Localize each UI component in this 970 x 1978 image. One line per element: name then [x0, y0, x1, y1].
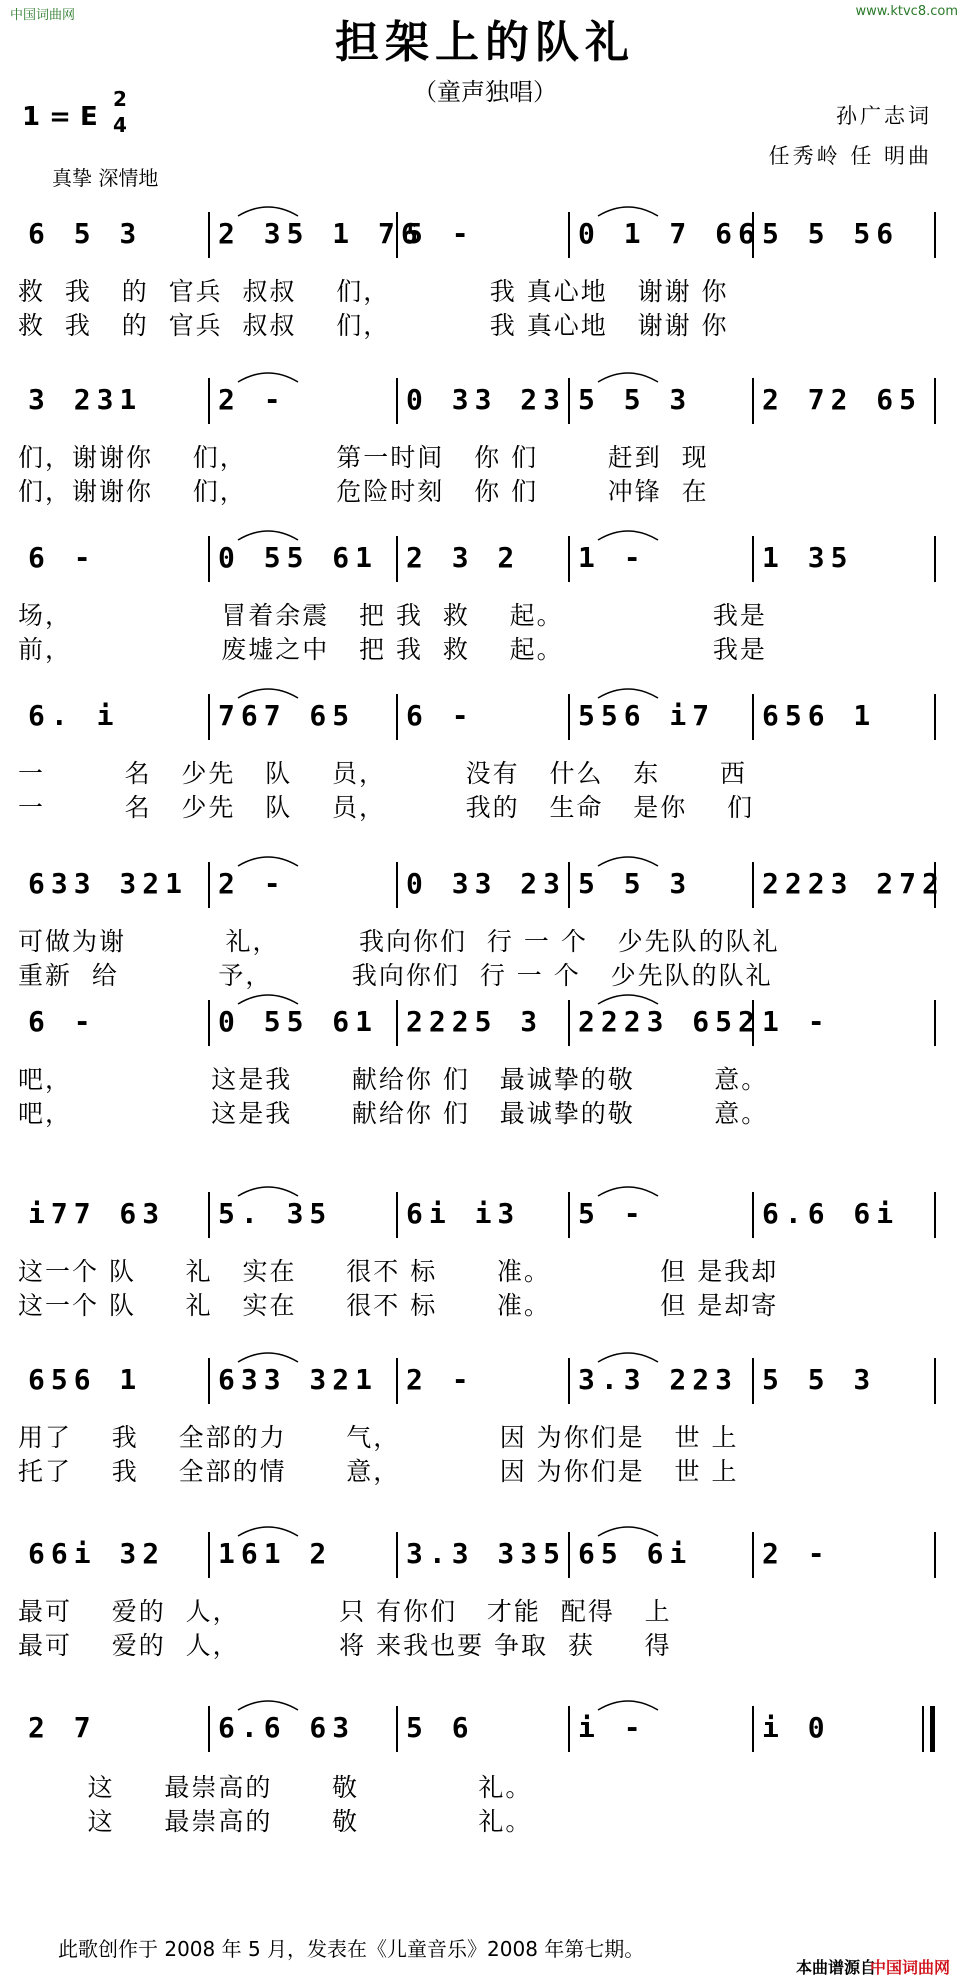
- measure-notes: 2223 272: [762, 867, 945, 900]
- slur-arc: [598, 373, 658, 382]
- measure-notes: 3.3 223: [578, 1363, 739, 1396]
- slur-arc: [238, 531, 298, 540]
- score-system: [18, 1192, 952, 1342]
- notation-row: [18, 694, 952, 754]
- lyrics-verse-2: 一 名 少先 队 员， 我的 生命 是你 们: [18, 793, 755, 822]
- measure-notes: 6.6 6i: [762, 1197, 900, 1230]
- lyrics-verse-2: 救 我 的 官兵 叔叔 们， 我 真心地 谢谢 你: [18, 311, 729, 340]
- slur-arc: [598, 1701, 658, 1710]
- measure-notes: 5 5 3: [578, 867, 693, 900]
- measure-notes: 556 i7: [578, 699, 716, 732]
- slur-arc: [598, 857, 658, 866]
- lyrics-verse-2: 重新 给 予， 我向你们 行 一 个 少先队的队礼: [18, 961, 773, 990]
- notation-row: [18, 536, 952, 596]
- measure-notes: 6 -: [28, 1005, 97, 1038]
- measure-notes: 633 321: [28, 867, 189, 900]
- notation-row: [18, 378, 952, 438]
- lyrics-verse-2: 吧， 这是我 献给你 们 最诚挚的敬 意。: [18, 1099, 769, 1128]
- measure-notes: 3 231: [28, 383, 143, 416]
- measure-notes: 6i i3: [406, 1197, 521, 1230]
- measure-notes: 0 33 23: [406, 867, 567, 900]
- footnote: 此歌创作于 2008 年 5 月，发表在《儿童音乐》2008 年第七期。: [58, 1937, 645, 1961]
- slur-arc: [598, 689, 658, 698]
- slur-layer: [18, 1706, 952, 1716]
- slur-layer: [18, 1358, 952, 1368]
- measure-notes: i -: [578, 1711, 647, 1744]
- notation-row: [18, 212, 952, 272]
- lyrics-verse-2: 前， 废墟之中 把 我 救 起。 我是: [18, 635, 767, 664]
- slur-arc: [238, 373, 298, 382]
- measure-notes: i 0: [762, 1711, 831, 1744]
- measure-notes: 5 6: [406, 1711, 475, 1744]
- score-system: [18, 1000, 952, 1150]
- measure-notes: 2 -: [762, 1537, 831, 1570]
- slur-arc: [238, 207, 298, 216]
- notation-row: [18, 862, 952, 922]
- slur-layer: [18, 378, 952, 388]
- measure-notes: 656 1: [28, 1363, 143, 1396]
- measure-notes: 6. i: [28, 699, 120, 732]
- measure-notes: 2 -: [218, 867, 287, 900]
- notation-row: [18, 1358, 952, 1418]
- measure-notes: 1 35: [762, 541, 854, 574]
- measure-notes: 6.6 63: [218, 1711, 356, 1744]
- tempo-marking: 真挚 深情地: [52, 166, 159, 190]
- slur-layer: [18, 1532, 952, 1542]
- lyrics-verse-1: 吧， 这是我 献给你 们 最诚挚的敬 意。: [18, 1065, 769, 1094]
- measure-notes: 2 -: [406, 1363, 475, 1396]
- lyrics-verse-1: 这一个 队 礼 实在 很不 标 准。 但 是我却: [18, 1257, 779, 1286]
- measure-notes: 3.3 335: [406, 1537, 567, 1570]
- slur-layer: [18, 212, 952, 222]
- lyrics-verse-1: 可做为谢 礼， 我向你们 行 一 个 少先队的队礼: [18, 927, 780, 956]
- measure-notes: 2 -: [218, 383, 287, 416]
- lyrics-verse-2: 们，谢谢你 们， 危险时刻 你 们 冲锋 在: [18, 477, 709, 506]
- composer-credit: 任秀岭 任 明曲: [768, 144, 932, 168]
- time-signature-bottom: 4: [113, 113, 127, 137]
- measure-notes: 2223 652: [578, 1005, 761, 1038]
- lyrics-verse-1: 场， 冒着余震 把 我 救 起。 我是: [18, 601, 767, 630]
- measure-notes: 1 -: [762, 1005, 831, 1038]
- measure-notes: i77 63: [28, 1197, 166, 1230]
- lyrics-verse-2: 托了 我 全部的情 意， 因 为你们是 世 上: [18, 1457, 739, 1486]
- score-system: [18, 212, 952, 362]
- measure-notes: 2 72 65: [762, 383, 923, 416]
- measure-notes: 656 1: [762, 699, 877, 732]
- measure-notes: 6 5 3: [28, 217, 143, 250]
- key-signature: 1 = E: [22, 102, 98, 132]
- lyrics-verse-1: 这 最崇高的 敬 礼。: [18, 1773, 533, 1802]
- measure-notes: 0 1 7 66: [578, 217, 761, 250]
- slur-arc: [598, 531, 658, 540]
- measure-notes: 5 -: [406, 217, 475, 250]
- lyricist-credit: 孙广志词: [836, 104, 932, 128]
- time-signature-top: 2: [113, 87, 127, 111]
- slur-layer: [18, 1192, 952, 1202]
- lyrics-verse-1: 们，谢谢你 们， 第一时间 你 们 赶到 现: [18, 443, 709, 472]
- slur-arc: [598, 1353, 658, 1362]
- slur-arc: [238, 857, 298, 866]
- slur-layer: [18, 694, 952, 704]
- measure-notes: 5 5 56: [762, 217, 900, 250]
- footer-source-label: 本曲谱源自: [796, 1958, 877, 1977]
- lyrics-verse-1: 一 名 少先 队 员， 没有 什么 东 西: [18, 759, 747, 788]
- measure-notes: 6 -: [406, 699, 475, 732]
- measure-notes: 6 -: [28, 541, 97, 574]
- slur-layer: [18, 1000, 952, 1010]
- score-system: [18, 536, 952, 686]
- lyrics-verse-1: 最可 爱的 人， 只 有你们 才能 配得 上: [18, 1597, 672, 1626]
- slur-layer: [18, 536, 952, 546]
- measure-notes: 0 55 61: [218, 541, 379, 574]
- measure-notes: 5 -: [578, 1197, 647, 1230]
- lyrics-verse-1: 救 我 的 官兵 叔叔 们， 我 真心地 谢谢 你: [18, 277, 729, 306]
- notation-row: [18, 1000, 952, 1060]
- slur-arc: [238, 689, 298, 698]
- measure-notes: 65 6i: [578, 1537, 693, 1570]
- measure-notes: 1 -: [578, 541, 647, 574]
- measure-notes: 2 7: [28, 1711, 97, 1744]
- measure-notes: 0 55 61: [218, 1005, 379, 1038]
- slur-arc: [598, 1527, 658, 1536]
- watermark-top-left: 中国词曲网: [10, 8, 76, 23]
- measure-notes: 5 5 3: [578, 383, 693, 416]
- footer-brand: 中国词曲网: [870, 1958, 951, 1977]
- measure-notes: 2 3 2: [406, 541, 521, 574]
- score-system: [18, 694, 952, 844]
- score-system: [18, 1358, 952, 1508]
- score-system: [18, 1706, 952, 1856]
- lyrics-verse-1: 用了 我 全部的力 气， 因 为你们是 世 上: [18, 1423, 739, 1452]
- song-subtitle: （童声独唱）: [413, 78, 557, 106]
- lyrics-verse-2: 这一个 队 礼 实在 很不 标 准。 但 是却寄: [18, 1291, 779, 1320]
- measure-notes: 2 35 1 76: [218, 217, 424, 250]
- notation-row: [18, 1192, 952, 1252]
- score-system: [18, 378, 952, 528]
- measure-notes: 633 321: [218, 1363, 379, 1396]
- slur-arc: [238, 1527, 298, 1536]
- watermark-top-right: www.ktvc8.com: [855, 4, 958, 19]
- time-signature: [108, 86, 132, 138]
- slur-arc: [598, 1187, 658, 1196]
- score-system: [18, 862, 952, 1012]
- measure-notes: 767 65: [218, 699, 356, 732]
- slur-arc: [598, 207, 658, 216]
- notation-row: [18, 1532, 952, 1592]
- slur-layer: [18, 862, 952, 872]
- measure-notes: 66i 32: [28, 1537, 166, 1570]
- measure-notes: 5. 35: [218, 1197, 333, 1230]
- measure-notes: 161 2: [218, 1537, 333, 1570]
- slur-arc: [238, 1353, 298, 1362]
- lyrics-verse-2: 最可 爱的 人， 将 来我也要 争取 获 得: [18, 1631, 672, 1660]
- slur-arc: [238, 1187, 298, 1196]
- measure-notes: 0 33 23: [406, 383, 567, 416]
- score-system: [18, 1532, 952, 1682]
- notation-row: [18, 1706, 952, 1766]
- slur-arc: [238, 1701, 298, 1710]
- song-title: 担架上的队礼: [335, 17, 635, 68]
- lyrics-verse-2: 这 最崇高的 敬 礼。: [18, 1807, 533, 1836]
- measure-notes: 2225 3: [406, 1005, 544, 1038]
- measure-notes: 5 5 3: [762, 1363, 877, 1396]
